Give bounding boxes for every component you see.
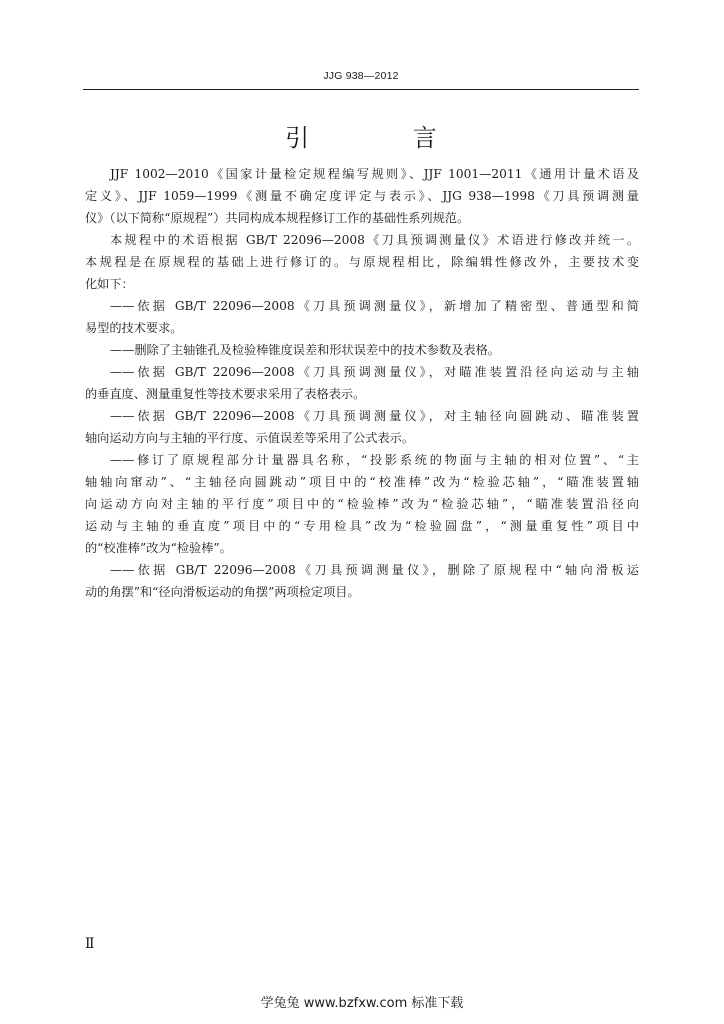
body-line: ——修订了原规程部分计量器具名称，“投影系统的物面与主轴的相对位置”、“主: [110, 453, 639, 467]
page-number: Ⅱ: [85, 937, 95, 952]
body-line: 仪》（以下简称“原规程”）共同构成本规程修订工作的基础性系列规范。: [85, 211, 470, 225]
body-line: ——依据 GB/T 22096—2008《刀具预调测量仪》，对主轴径向圆跳动、瞄准装置: [110, 409, 639, 423]
body-line: ——删除了主轴锥孔及检验棒锥度误差和形状误差中的技术参数及表格。: [110, 343, 500, 357]
body-line: ——依据 GB/T 22096—2008《刀具预调测量仪》，对瞄准装置沿径向运动与主轴: [110, 365, 639, 379]
body-line: 的垂直度、测量重复性等技术要求采用了表格表示。: [85, 387, 366, 401]
body-line: JJF 1002—2010《国家计量检定规程编写规则》、JJF 1001—2011《通用计量术语及: [110, 167, 639, 181]
body-line: 轴轴向窜动”、“主轴径向圆跳动”项目中的“校准棒”改为“检验芯轴”，“瞄准装置轴: [85, 475, 639, 489]
body-line: 本规程中的术语根据 GB/T 22096—2008《刀具预调测量仪》术语进行修改并统一。: [110, 233, 639, 247]
body-line: ——依据 GB/T 22096—2008《刀具预调测量仪》，新增加了精密型、普通型和简: [110, 299, 639, 313]
body-line: 的“校准棒”改为“检验棒”。: [85, 541, 232, 555]
body-line: 本规程是在原规程的基础上进行修订的。与原规程相比，除编辑性修改外，主要技术变: [85, 255, 639, 269]
body-line: 化如下：: [85, 277, 134, 291]
site-watermark: 学兔兔 www.bzfxw.com 标准下载: [260, 996, 464, 1011]
page-title: 引 言: [285, 124, 485, 152]
header-divider: [83, 89, 639, 90]
body-line: 向运动方向对主轴的平行度”项目中的“检验棒”改为“检验芯轴”，“瞄准装置沿径向: [85, 497, 639, 511]
document-header-code: JJG 938—2012: [323, 70, 399, 82]
body-line: ——依据 GB/T 22096—2008《刀具预调测量仪》，删除了原规程中“轴向滑板运: [110, 563, 639, 577]
body-line: 定义》、JJF 1059—1999《测量不确定度评定与表示》、JJG 938—1998《刀具预调测量: [85, 189, 639, 203]
body-line: 运动与主轴的垂直度”项目中的“专用检具”改为“检验圆盘”，“测量重复性”项目中: [85, 519, 639, 533]
body-text: [85, 163, 639, 603]
body-line: 动的角摆”和“径向滑板运动的角摆”两项检定项目。: [85, 585, 360, 599]
body-line: 轴向运动方向与主轴的平行度、示值误差等采用了公式表示。: [85, 431, 415, 445]
body-line: 易型的技术要求。: [85, 321, 183, 335]
